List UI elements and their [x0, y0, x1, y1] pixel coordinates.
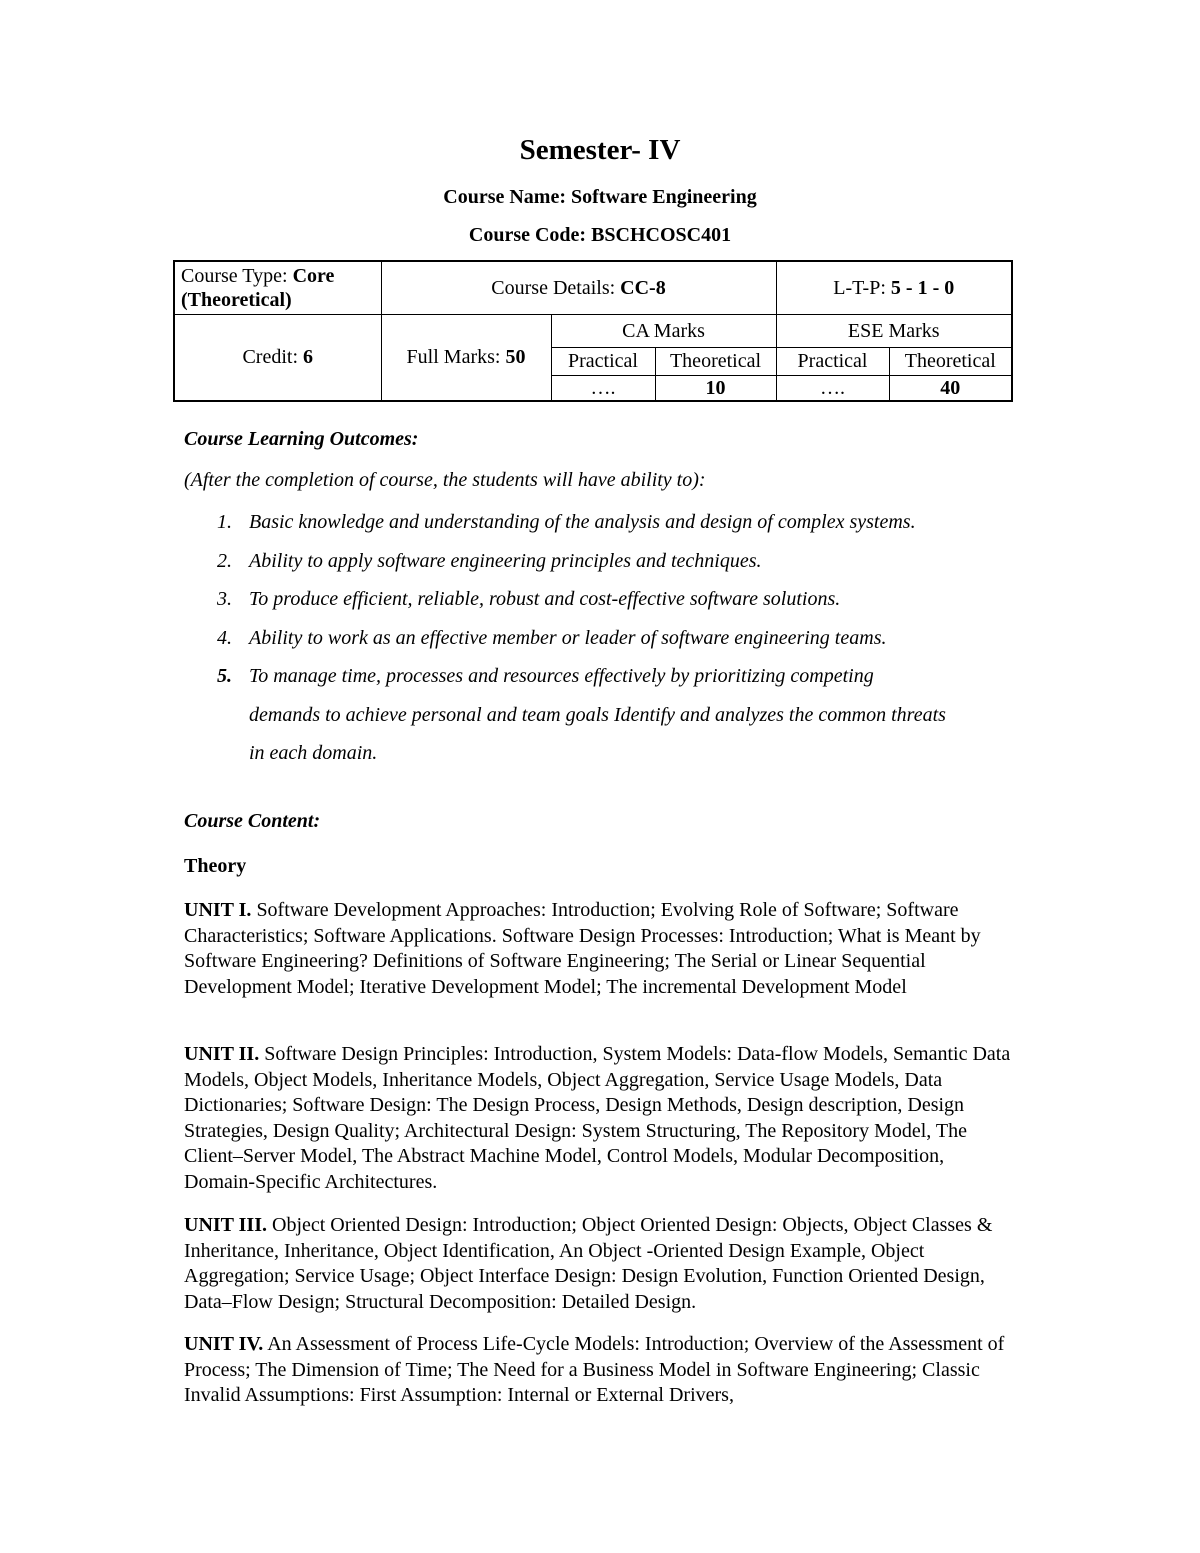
course-type-cell: Course Type: Core (Theoretical): [174, 261, 381, 314]
course-name-label: Course Name:: [443, 186, 566, 208]
course-content-heading: Course Content:: [184, 810, 321, 832]
full-marks-cell: Full Marks: 50: [381, 314, 551, 401]
unit-2: [184, 1042, 1014, 1195]
list-item: 5. To manage time, processes and resources effectively by prioritizing competing demands to achieve personal and team goals Identify and analyzes the common threats in each domain.: [217, 665, 946, 764]
unit-text: Software Design Principles: Introduction, System Models: Data-flow Models, Semantic Data Models, Object Models, Inheritance Models, Object Aggregation, Service Usage Models, Data Dictionaries; Software Design: The Design Process, Design Methods, Design description, Design Strategies, Design Quality; Architectural Design: System Structuring, The Repository Model, The Client–Server Model, The Abstract Machine Model, Control Models, Modular Decomposition, Domain-Specific Architectures.: [184, 1043, 1011, 1193]
outcomes-heading: Course Learning Outcomes:: [184, 428, 419, 450]
course-info-table: [173, 260, 1013, 402]
ca-practical-value: ….: [551, 375, 655, 401]
semester-title: Semester- IV: [519, 134, 681, 166]
list-item: 3. To produce efficient, reliable, robust and cost-effective software solutions.: [217, 588, 841, 610]
ltp-cell: L-T-P: 5 - 1 - 0: [776, 261, 1012, 314]
credit-cell: Credit: 6: [174, 314, 381, 401]
course-code-label: Course Code:: [468, 224, 587, 246]
ltp-value: 5 - 1 - 0: [890, 276, 955, 299]
list-item: 4. Ability to work as an effective member or leader of software engineering teams.: [217, 626, 887, 649]
unit-label: UNIT IV.: [184, 1333, 264, 1355]
credit-value: 6: [303, 346, 314, 368]
course-details-value: CC-8: [620, 276, 666, 299]
course-details-cell: Course Details: CC-8: [381, 261, 776, 314]
ca-theoretical-value: 10: [655, 375, 776, 401]
ese-practical-value: ….: [776, 375, 889, 401]
unit-4: [184, 1332, 1014, 1409]
unit-3: [184, 1213, 1014, 1315]
course-code: BSCHCOSC401: [591, 224, 732, 246]
full-marks-value: 50: [505, 346, 526, 368]
list-item: 1. Basic knowledge and understanding of the analysis and design of complex systems.: [217, 511, 916, 533]
unit-text: Object Oriented Design: Introduction; Object Oriented Design: Objects, Object Classes & Inheritance, Inheritance, Object Identification, An Object -Oriented Design Example, Object Aggregation; Service Usage; Object Interface Design: Design Evolution, Function Oriented Design, Data–Flow Design; Structural Decomposition: Detailed Design.: [184, 1214, 993, 1313]
theory-heading: Theory: [184, 855, 247, 877]
ese-theoretical-header: Theoretical: [889, 347, 1012, 375]
outcomes-intro: (After the completion of course, the students will have ability to):: [184, 469, 706, 491]
unit-1: [184, 898, 1014, 1000]
course-code-line: [0, 224, 1200, 247]
ca-marks-header: CA Marks: [551, 314, 776, 347]
ca-theoretical-header: Theoretical: [655, 347, 776, 375]
list-item: 2. Ability to apply software engineering principles and techniques.: [217, 549, 762, 572]
ese-marks-header: ESE Marks: [776, 314, 1012, 347]
unit-label: UNIT III.: [184, 1214, 267, 1236]
outcomes-list: [184, 503, 984, 773]
unit-label: UNIT I.: [184, 899, 252, 921]
course-name-line: [0, 186, 1200, 209]
unit-text: Software Development Approaches: Introduction; Evolving Role of Software; Software Characteristics; Software Applications. Software Design Processes: Introduction; What is Meant by Software Engineering? Definitions of Software Engineering; The Serial or Linear Sequential Development Model; Iterative Development Model; The incremental Development Model: [184, 899, 981, 998]
course-name: Software Engineering: [571, 186, 757, 208]
course-type-value: Core (Theoretical): [181, 264, 335, 311]
ese-practical-header: Practical: [776, 347, 889, 375]
unit-label: UNIT II.: [184, 1043, 260, 1065]
unit-text: An Assessment of Process Life-Cycle Models: Introduction; Overview of the Assessment of Process; The Dimension of Time; The Need for a Business Model in Software Engineering; Classic Invalid Assumptions: First Assumption: Internal or External Drivers,: [184, 1333, 1005, 1406]
ca-practical-header: Practical: [551, 347, 655, 375]
ese-theoretical-value: 40: [889, 375, 1012, 401]
